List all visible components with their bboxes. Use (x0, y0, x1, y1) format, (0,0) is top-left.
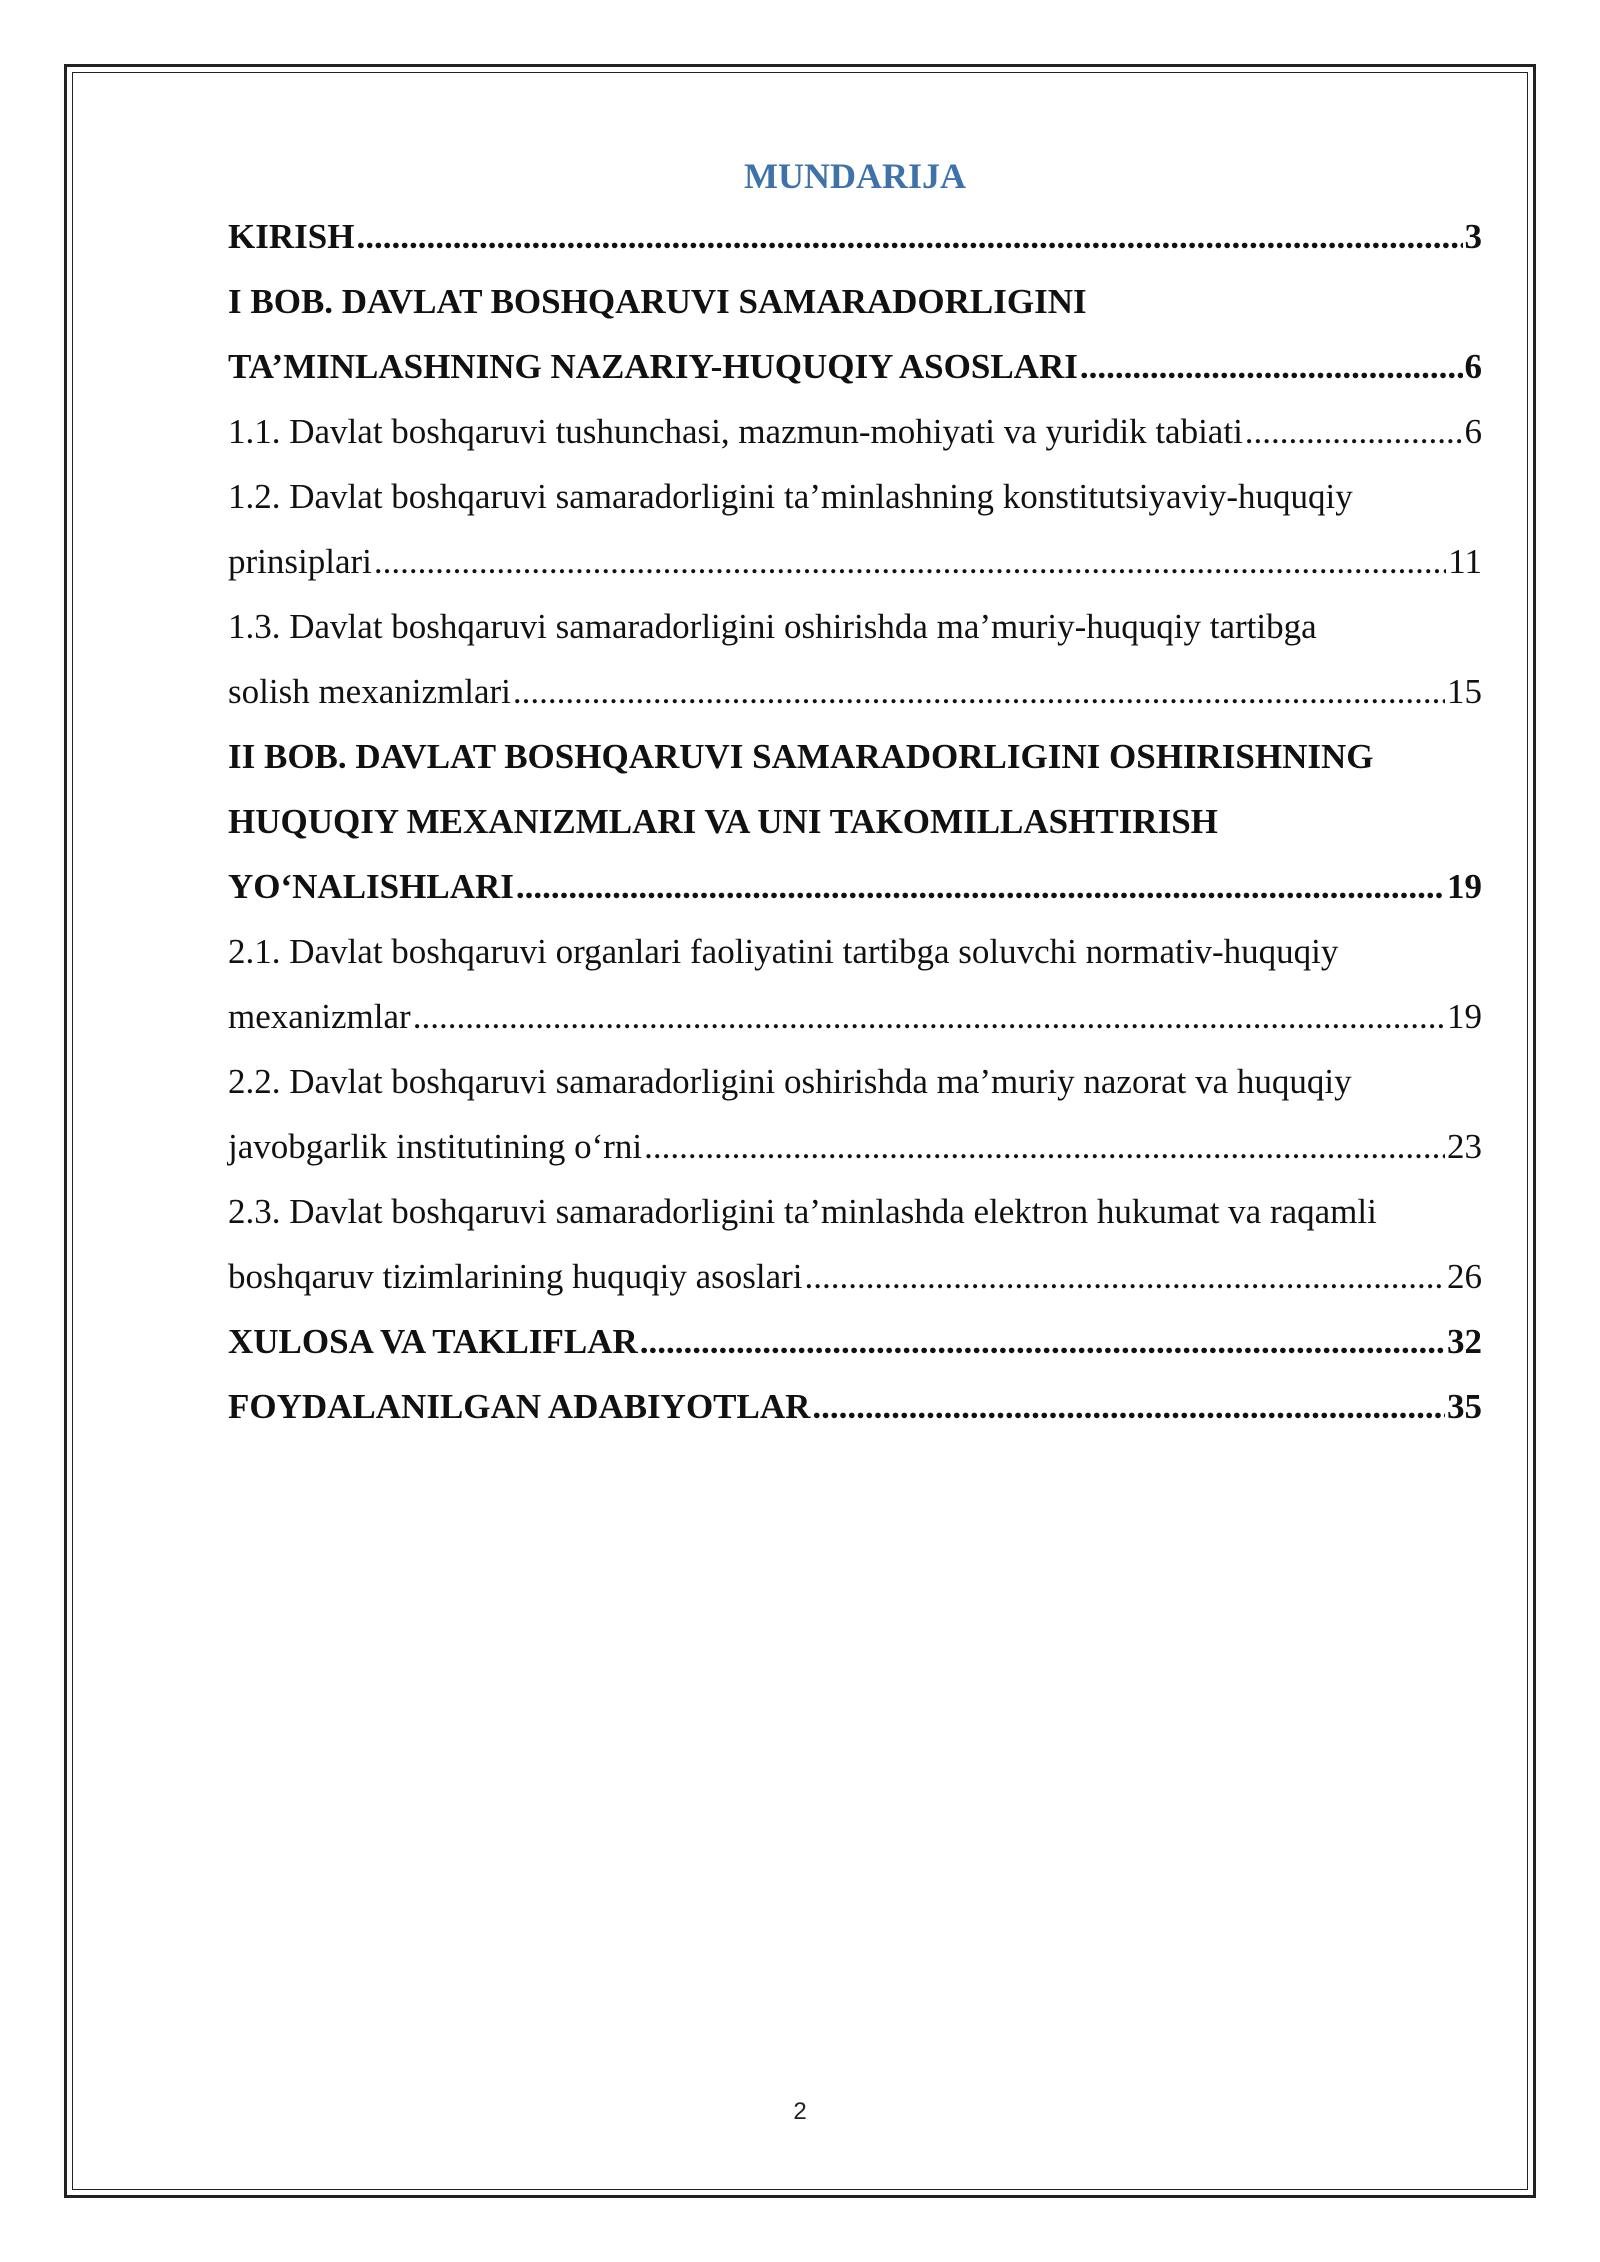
toc-entry-page: 6 (1464, 347, 1482, 386)
toc-entry-text: solish mexanizmlari (228, 672, 511, 711)
toc-entry-text: boshqaruv tizimlarining huquqiy asoslari (228, 1257, 803, 1296)
toc-leader-dots (374, 529, 1446, 594)
toc-entry-text: mexanizmlar (228, 997, 411, 1036)
toc-entry[interactable] (228, 464, 1482, 529)
toc-entry-page: 15 (1447, 672, 1482, 711)
toc-entry-text: javobgarlik institutining o‘rni (228, 1127, 643, 1166)
toc-entry[interactable] (228, 1049, 1482, 1114)
toc-entry[interactable] (228, 984, 1482, 1049)
toc-entry-page: 19 (1447, 867, 1482, 906)
toc-entry-page: 26 (1447, 1257, 1482, 1296)
toc-leader-dots (644, 1114, 1445, 1179)
toc-entry-text: 1.2. Davlat boshqaruvi samaradorligini ta’minlashning konstitutsiyaviy-huquqiy (228, 477, 1353, 516)
toc-entry-text: KIRISH (228, 217, 355, 256)
toc-entry-page: 6 (1464, 412, 1482, 451)
toc-entry[interactable] (228, 1374, 1482, 1439)
toc-entry[interactable] (228, 204, 1482, 269)
toc-entry[interactable] (228, 1309, 1482, 1374)
toc-entry[interactable] (228, 399, 1482, 464)
toc-entry[interactable] (228, 269, 1482, 334)
toc-leader-dots (1245, 399, 1463, 464)
table-of-contents (228, 140, 1482, 1439)
toc-leader-dots (356, 204, 1462, 269)
toc-leader-dots (805, 1244, 1446, 1309)
toc-entry-page: 11 (1448, 542, 1482, 581)
toc-entry[interactable] (228, 1114, 1482, 1179)
toc-entry-page: 32 (1447, 1322, 1482, 1361)
toc-entry-page: 35 (1447, 1387, 1482, 1426)
toc-entry-text: 2.3. Davlat boshqaruvi samaradorligini ta’minlashda elektron hukumat va raqamli (228, 1192, 1377, 1231)
toc-entry-text: I BOB. DAVLAT BOSHQARUVI SAMARADORLIGINI (228, 282, 1087, 321)
toc-entry-page: 3 (1464, 217, 1482, 256)
toc-entry-text: TA’MINLASHNING NAZARIY-HUQUQIY ASOSLARI (228, 347, 1078, 386)
toc-entry-text: FOYDALANILGAN ADABIYOTLAR (228, 1387, 811, 1426)
page-number: 2 (793, 2098, 807, 2125)
toc-entry[interactable] (228, 594, 1482, 659)
toc-entry[interactable] (228, 789, 1482, 854)
toc-entry[interactable] (228, 854, 1482, 919)
toc-title: MUNDARIJA (744, 156, 966, 196)
toc-entry-text: 2.1. Davlat boshqaruvi organlari faoliyatini tartibga soluvchi normativ-huquqiy (228, 932, 1339, 971)
toc-entry-text: XULOSA VA TAKLIFLAR (228, 1322, 638, 1361)
toc-entry[interactable] (228, 724, 1482, 789)
toc-entry-text: YO‘NALISHLARI (228, 867, 514, 906)
toc-entry[interactable] (228, 334, 1482, 399)
toc-entry[interactable] (228, 1244, 1482, 1309)
toc-leader-dots (513, 659, 1445, 724)
toc-entry-text: 1.1. Davlat boshqaruvi tushunchasi, mazmun-mohiyati va yuridik tabiati (228, 412, 1243, 451)
toc-entry[interactable] (228, 659, 1482, 724)
toc-leader-dots (812, 1374, 1445, 1439)
toc-entry[interactable] (228, 1179, 1482, 1244)
toc-entry-text: II BOB. DAVLAT BOSHQARUVI SAMARADORLIGINI OSHIRISHNING (228, 737, 1374, 776)
toc-entry-text: 1.3. Davlat boshqaruvi samaradorligini oshirishda ma’muriy-huquqiy tartibga (228, 607, 1317, 646)
toc-leader-dots (1080, 334, 1463, 399)
toc-entry-page: 23 (1447, 1127, 1482, 1166)
toc-leader-dots (413, 984, 1445, 1049)
toc-entry-text: HUQUQIY MEXANIZMLARI VA UNI TAKOMILLASHTIRISH (228, 802, 1218, 841)
toc-entry-text: prinsiplari (228, 542, 372, 581)
toc-leader-dots (640, 1309, 1445, 1374)
toc-entry[interactable] (228, 529, 1482, 594)
toc-entry[interactable] (228, 919, 1482, 984)
toc-entries (228, 204, 1482, 1439)
toc-entry-text: 2.2. Davlat boshqaruvi samaradorligini oshirishda ma’muriy nazorat va huquqiy (228, 1062, 1352, 1101)
toc-leader-dots (516, 854, 1445, 919)
toc-entry-page: 19 (1447, 997, 1482, 1036)
